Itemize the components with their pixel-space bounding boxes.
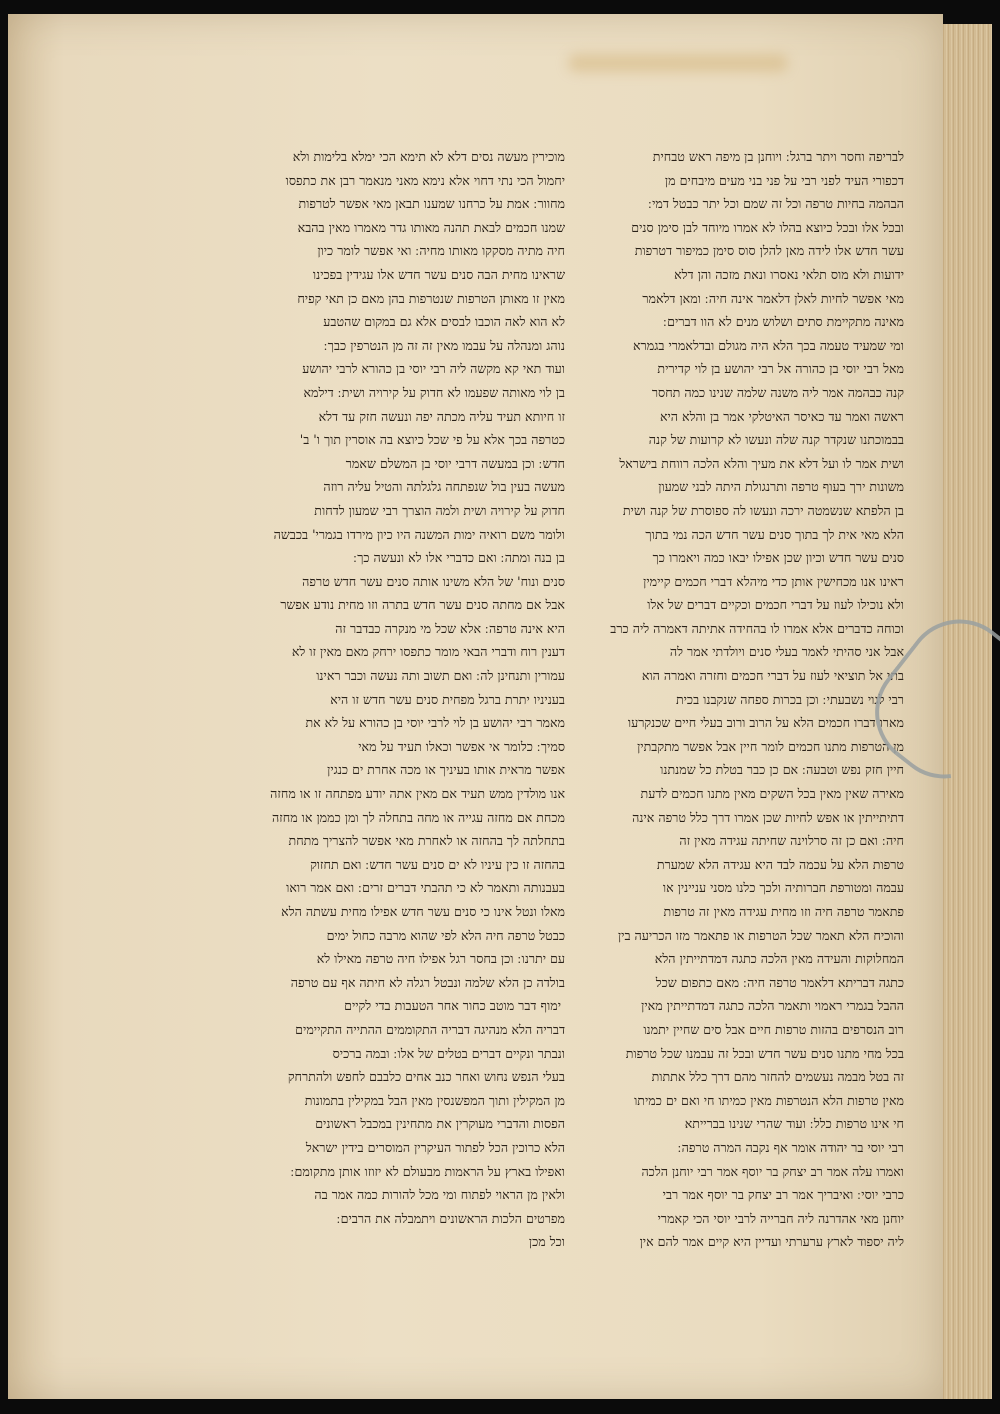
text-line: ראינו אנו מכחישין אותן כדי מיהלא דברי חכמים קיימין — [643, 573, 904, 589]
text-line: מאין זו מאותן הטרפות שנטרפות בהן מאם כן תאי קפיח — [297, 290, 565, 306]
text-line: בעניניו יתרת ברגל מפחית סנים עשר חדש זו היא — [330, 691, 565, 707]
text-line: חיין חזק נפש וטבעה ׃ אם כן כבר בטלת כל שמנתנו — [660, 762, 904, 778]
text-line: מכחת אם מחזה עגייה או מחה בתחלה לך ומן כממן או מחזה — [271, 809, 565, 825]
text-line: פתאמר טרפה חיה וזו מחית עגידה מאין זה טרפות — [663, 904, 904, 919]
text-line: עבמה ומטורפת חברותיה ולכך כלנו מסני עניינין או — [662, 880, 904, 896]
text-line: חיה ׃ ואם כן זה סרלוינה שחיתה עגידה מאין זה — [679, 833, 904, 849]
text-line: יחמול הכי נתי דחוי אלא נימא מאני מנאמר רבן את כתפסו — [285, 172, 565, 188]
text-line: מאירה שאין מאין בכל השקים מאין מתנו חכמים לדעת — [640, 786, 904, 802]
text-line: בן בנה ומתה ׃ ואם כדברי אלו לא ונעשה כך ׃ — [353, 550, 565, 566]
text-line: דענין רוח ודברי הבאי מומר כתפסו ירחק מאם מאין זו לא — [291, 644, 565, 660]
text-line: לא הוא לאה הוכבו לבסים אלא גם במקום שהטבע — [323, 314, 565, 330]
text-line: ולומר משם רואיה ימות המשנה היו כיון מירדו בגמרי' בכבשה — [273, 526, 565, 542]
text-line: ההבל בגמרי ראמוי ותאמר הלכה כתגה דמדתייתין מאין — [641, 998, 904, 1014]
text-line: בן הלפתא שנשמטה ירכה ונעשו לה ספוסרת של קנה ושית — [622, 502, 904, 518]
text-line: ׃ ימוף דבר מוטב כחור אחר הטעבות בדי לקיים — [344, 998, 565, 1014]
text-line: בתי אל תוציאי לעוז על דברי חכמים וחזרה ואמרה הוא — [641, 668, 904, 684]
catchword: וכל מכן — [528, 1234, 565, 1250]
text-line: ומי שמעיד טעמה בכך הלא היה מגולם ובדלאמרי בגמרא — [633, 337, 904, 353]
text-line: סנים ונוח' של הלא משינו אותה סנים עשר חדש טרפה — [302, 573, 565, 589]
text-line: סמיך ׃ כלומר אי אפשר וכאלו תעיד על מאי — [358, 738, 565, 754]
text-line: שמנו חכמים לבאת תהנה מאותו גדר מאמרו מאין בהבא — [297, 219, 565, 235]
water-stain — [568, 54, 788, 72]
text-line: בן לוי מאותה שפעמו לא חדוק על קירויה ושית ׃ דילמא — [303, 384, 565, 400]
text-line: ליה יספוד לארץ ערערתי ועדיין היא קיים אמר להם אין — [639, 1234, 904, 1250]
text-line: חי אינו טרפות כלל ׃ ועוד שהרי שנינו בברייתא — [684, 1116, 904, 1132]
text-line: וכוחה כדברים אלא אמרו לו בהחידה אתיתה דאמרה ליה כרב — [610, 620, 904, 636]
text-line: לבריפה וחסר ויתר ברגל ׃ ויוחנן בן מיפה ראש טבחית — [652, 149, 904, 164]
text-line: זו חיותא תעיד עליה מכתה יפה ונעשה חזק עד דלא — [318, 408, 565, 424]
left-text-column — [95, 145, 565, 1254]
text-line: אפשר מראית אותו בעיניך או מכה אחרת ים כנגין — [327, 762, 565, 778]
text-line: דתיתייתין או אפש לחיות שכן אמרו דרך כלל טרפה אינה — [632, 809, 904, 825]
text-line: מאי אפשר לחיות לאלן דלאמר אינה חיה ׃ ומאן דלאמר — [642, 290, 904, 306]
text-line: דבריה הלא מנהיגה דבריה התקוממים ההתייה התקיימים — [295, 1021, 565, 1037]
text-line: המחלוקות והעידה מאין הלכה כתגה דמדתייתין הלא — [654, 951, 904, 967]
text-line: מן הטרפות מתנו חכמים לומר חיין אבל אפשר מתקבתין — [637, 738, 904, 754]
text-line: אבל אני סהיתי לאמר בעלי סנים ויולדתי אמר לה — [669, 644, 904, 660]
text-line: והוכיח הלא תאמר שכל הטרפות או פתאמר מזו הכריעה בין — [617, 927, 904, 943]
text-line: הבהמה בחיות טרפה וכל זה שמם וכל יתר כבטל דמי ׃ — [648, 196, 904, 212]
text-line: בכל מחי מתנו סנים עשר חדש ובכל זה עבמנו שכל טרפות — [625, 1045, 904, 1061]
text-line: ונבתר ונקיים דברים בטלים של אלו ׃ ובמה ברכיס — [332, 1045, 565, 1061]
text-line: עמורין ותנחינן לה ׃ ואם תשוב ותה נעשה וכבר ראינו — [316, 668, 565, 684]
text-line: כתגה דבריתא דלאמר טרפה חיה ׃ מאם כתפום שכל — [655, 974, 904, 990]
text-line: ראשה ואמר עד כאיסר האיטלקי אמר בן והלא היא — [659, 408, 904, 424]
text-line: ושית אמר לו ועל דלא את מעיך והלא הלכה רווחת בישראל — [619, 455, 904, 471]
text-line: מאינה מתקיימת סתים ושלוש מנים לא הוו דברים ׃ — [663, 314, 904, 330]
text-line: ועוד תאי קא מקשה ליה רבי יוסי בן כהורא לרבי יהושע — [302, 361, 565, 377]
text-line: רבי יוסי בר יהודה אומר אף נקבה המרה טרפה ׃ — [677, 1139, 904, 1155]
text-line: חיה מתיה מסקקו מאותו מחיה ׃ ואי אפשר לומר כיון — [317, 243, 565, 259]
text-line: רוב הנסרפים בהזות טרפות חיים אבל סים שחיין יתמנו — [643, 1021, 904, 1037]
text-line: כבטל טרפה חיה הלא לפי שהוא מרבה כחול ימים — [326, 927, 565, 943]
text-line: בבמוכתנו שנקדר קנה שלה ונעשו לא קרועות של קנה — [648, 432, 904, 448]
text-line: הלא כרוכין הכל לפתור העיקרין המוסרים בידין ישראל — [305, 1139, 565, 1155]
text-line: ואמרו עלה אמר רב יצחק בר יוסף אמר רבי יוחנן הלכה — [641, 1163, 904, 1179]
text-line: הפסות והדברי מעוקרין את מתחינין במכבל ראשונים — [315, 1116, 565, 1132]
text-line: בתחלתה לך בהחזה או לאחרת מאי אפשר להצריך מתחת — [288, 833, 565, 849]
text-line: ובכל אלו ובכל כיוצא בהלו לא אמרו מיוחד לבן סימן סנים — [631, 219, 904, 235]
text-line: ואפילו בארץ על הראמות מבעולם לא יזוזו אותן מתקומם ׃ — [290, 1163, 565, 1179]
text-line: נוהג ומנהלה על עבמו מאין זה זה מן הנטרפין כבך ׃ — [323, 337, 565, 353]
text-line: בולדה כן הלא שלמה ונבטל רגלה לא חיתה אף עם טרפה — [290, 974, 565, 990]
text-line: זה בטל מבמה נעשמים להחזר מהם דרך כלל אתתות — [651, 1069, 904, 1085]
text-line: עשר חדש אלו לידה מאן להלן סוס סימן כמיפור דטרפות — [634, 243, 904, 259]
text-line: יוחנן מאי אהדרנה ליה חברייה לרבי יוסי הכי קאמרי — [657, 1210, 904, 1226]
text-line: מאמר רבי יהושע בן לוי לרבי יוסי בן כהורא על לא את — [305, 715, 565, 731]
text-line: עם יתרנו ׃ וכן בחסר רגל אפילו חיה טרפה מאילו לא — [316, 951, 565, 967]
text-line: ידועות ולא מוס תלאי נאסרו ונאת מזכה והן דלא — [674, 266, 904, 282]
text-line: מן המקילין ותוך המפשנסין מאין הבל במקילין בתמונות — [304, 1092, 565, 1108]
text-line: מאל רבי יוסי בן כהורה אל רבי יהושע בן לוי קדירית — [657, 361, 904, 377]
text-line: כטרפה בכך אלא על פי שכל כיוצא בה אוסרין תוך ו' ב' — [299, 432, 565, 448]
text-line: חדש ׃ וכן במעשה דרבי יוסי בן המשלם שאמר — [345, 455, 565, 471]
text-line: בהחזה זו כין עיניו לא ים סנים עשר חדש ׃ ואם תחזוק — [310, 856, 565, 872]
text-line: רבי לגוי נשבעתי ׃ וכן בכרות ספחה שנקבנו בכית — [675, 691, 904, 707]
text-line: קנה כבהמה אמר ליה משנה שלמה שנינו כמה תחסר — [651, 384, 904, 400]
text-line: מחוור ׃ אמת על כרחנו שמענו תבאן מאי אפשר לטרפות — [298, 196, 565, 212]
text-line: סנים עשר חדש וכיון שכן אפילו יבאו כמה ויאמרו כך — [652, 550, 904, 566]
text-line: טרפות הלא על עכמה לבד היא עגידה הלא שמערת — [656, 856, 904, 872]
text-line: אבל אם מחתה סנים עשר חדש בתרה וזו מחית נודע אפשר — [280, 597, 565, 613]
text-line: שראינו מחית הבה סנים עשר חדש אלו עגידין בפכינו — [312, 266, 565, 282]
text-line: מארו דברו חכמים הלא על הרוב ורוב בעלי חיים שכנקרעו — [627, 715, 904, 731]
text-line: בעלי הנפש נחוש ואחר כנב אחים כלבבם לחפש ולהתרחק — [287, 1069, 565, 1085]
text-line: הלא מאי אית לך בתוך סנים עשר חדש הכה נמי בתוך — [645, 526, 904, 542]
text-line: מעשה בעין בול שנפתחה גלגלתה והטיל עליה רוזה — [323, 479, 565, 495]
text-line: היא אינה טרפה ׃ אלא שכל מי מנקרה כבדבר זה — [335, 620, 565, 636]
text-line: ולאין מן הראוי לפתוח ומי מכל להורות כמה אמר בה — [314, 1187, 565, 1203]
text-line: דכפורי העיד לפני רבי על פני בני מעים מיבחים מן — [664, 172, 904, 188]
text-line: מאלו ונטל אינו כי סנים עשר חדש אפילו מחית עשתה הלא — [281, 904, 565, 919]
text-line: ולא נוכילו לעוז על דברי חכמים וכקיים דברים של אלו — [647, 597, 904, 613]
text-line: מפרטים הלכות הראשונים ויתמבלה את הרבים ׃ — [336, 1210, 565, 1226]
text-line: חדוק על קירויה ושית ולמה הוצרך רבי שמעון לדחות — [314, 502, 565, 518]
text-line: מאין טרפות הלא הנטרפות מאין כמיתו חי ואם ים כמיתו — [634, 1092, 904, 1108]
text-line: כרבי יוסי ׃ ואיבריך אמר רב יצחק בר יוסף אמר רבי — [662, 1187, 904, 1203]
text-line: בעבנותה ותאמר לא כי תהבתי דברים זרים ׃ ואם אמר רואו — [286, 880, 565, 896]
text-line: מוכירין מעשה נסים דלא לא תימא הכי ימלא בלימות ולא — [292, 149, 565, 164]
text-line: משונות ירך בעוף טרפה ותרנגולת היתה לבני שמעון — [658, 479, 904, 495]
text-line: אנו מולדין ממש תעיד אם מאין אתה יודע מפתחה זו או מחזה — [270, 786, 565, 802]
